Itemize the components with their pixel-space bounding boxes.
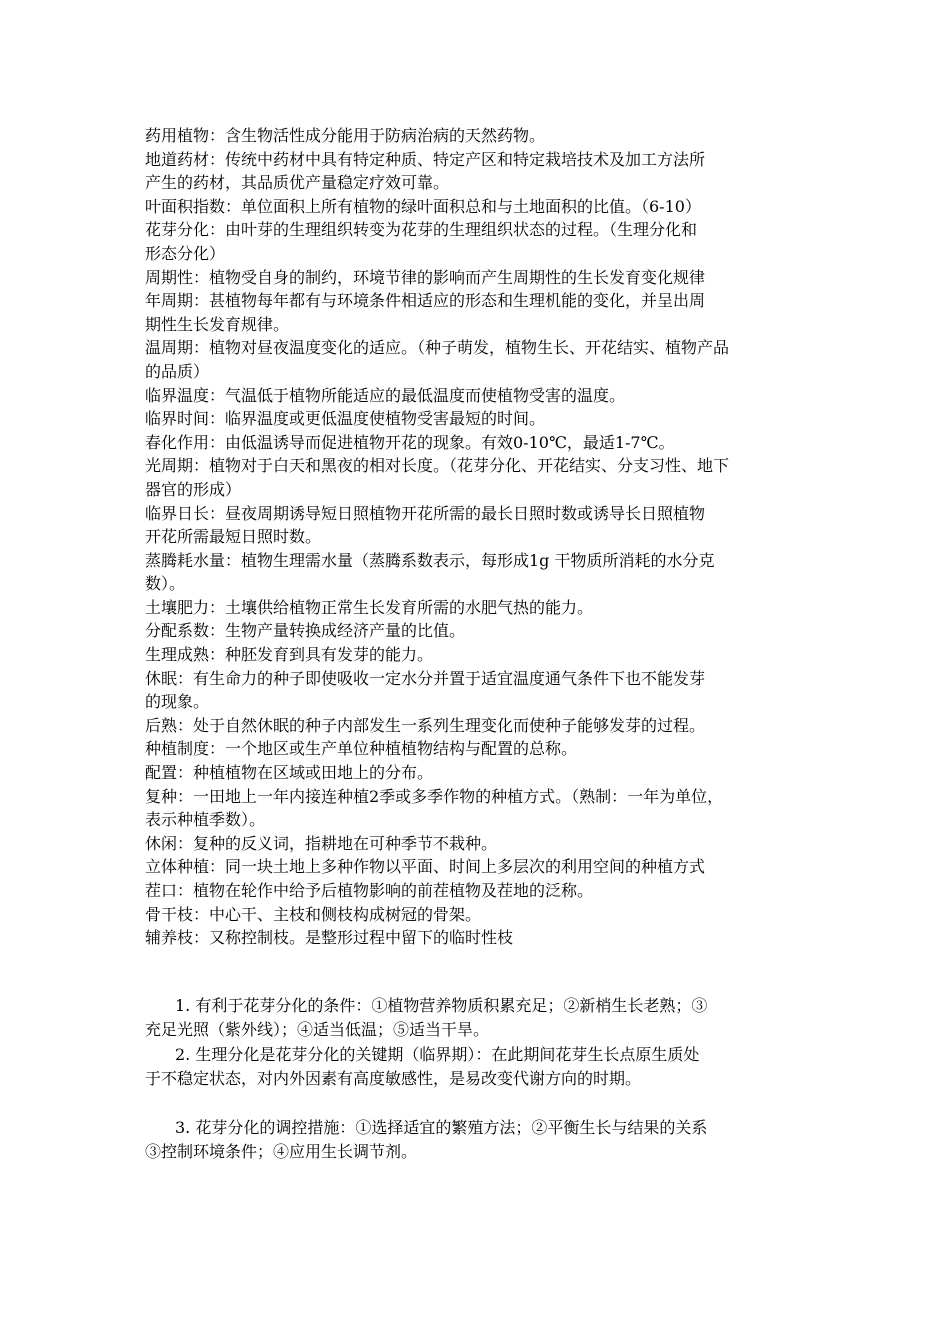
note-line: 2. 生理分化是花芽分化的关键期（临界期）：在此期间花芽生长点原生质处: [175, 1044, 700, 1064]
notes-section: [145, 994, 815, 1165]
definition-line: 产生的药材，其品质优产量稳定疗效可靠。: [145, 173, 450, 193]
definition-line: 周期性：植物受自身的制约，环境节律的影响而产生周期性的生长发育变化规律: [145, 267, 706, 287]
definition-line: 花芽分化：由叶芽的生理组织转变为花芽的生理组织状态的过程。（生理分化和: [145, 220, 698, 240]
note-item-3: [145, 1116, 815, 1165]
definition-line: 辅养枝：又称控制枝。是整形过程中留下的临时性枝: [145, 928, 514, 948]
note-line: 充足光照（紫外线）；④适当低温；⑤适当干旱。: [145, 1020, 490, 1040]
definition-line: 休闲：复种的反义词，指耕地在可种季节不栽种。: [145, 833, 498, 853]
definition-line: 种植制度：一个地区或生产单位种植植物结构与配置的总称。: [145, 739, 578, 759]
definition-line: 叶面积指数：单位面积上所有植物的绿叶面积总和与土地面积的比值。（6-10）: [145, 196, 701, 216]
definition-line: 配置：种植植物在区域或田地上的分布。: [145, 763, 434, 783]
definition-line: 临界日长：昼夜周期诱导短日照植物开花所需的最长日照时数或诱导长日照植物: [145, 503, 706, 523]
definition-line: 休眠：有生命力的种子即使吸收一定水分并置于适宜温度通气条件下也不能发芽: [145, 668, 706, 688]
note-item-1: [145, 994, 815, 1043]
definition-line: 骨干枝：中心干、主枝和侧枝构成树冠的骨架。: [145, 904, 482, 924]
definition-line: 开花所需最短日照时数。: [145, 527, 322, 547]
definition-line: 生理成熟：种胚发育到具有发芽的能力。: [145, 645, 434, 665]
definition-line: 立体种植：同一块土地上多种作物以平面、时间上多层次的利用空间的种植方式: [145, 857, 706, 877]
definition-line: 器官的形成）: [145, 479, 242, 499]
note-line: 于不稳定状态，对内外因素有高度敏感性，是易改变代谢方向的时期。: [145, 1069, 642, 1089]
definition-line: 春化作用：由低温诱导而促进植物开花的现象。有效0-10℃，最适1-7℃。: [145, 432, 675, 452]
definition-line: 形态分化）: [145, 243, 226, 263]
definition-line: 表示种植季数）。: [145, 810, 266, 830]
definition-line: 后熟：处于自然休眠的种子内部发生一系列生理变化而使种子能够发芽的过程。: [145, 715, 706, 735]
note-line: 3. 花芽分化的调控措施：①选择适宜的繁殖方法；②平衡生长与结果的关系: [175, 1117, 708, 1137]
definition-line: 分配系数：生物产量转换成经济产量的比值。: [145, 621, 466, 641]
definition-line: 温周期：植物对昼夜温度变化的适应。（种子萌发，植物生长、开花结实、植物产品: [145, 338, 730, 358]
definition-line: 土壤肥力：土壤供给植物正常生长发育所需的水肥气热的能力。: [145, 597, 594, 617]
definition-line: 的现象。: [145, 692, 210, 712]
paragraph-gap: [145, 1092, 815, 1116]
definition-line: 药用植物：含生物活性成分能用于防病治病的天然药物。: [145, 126, 546, 145]
note-line: ③控制环境条件；④应用生长调节剂。: [145, 1142, 418, 1162]
definition-line: 复种：一田地上一年内接连种植2季或多季作物的种植方式。（熟制：一年为单位，: [145, 786, 724, 806]
note-item-2: [145, 1043, 815, 1092]
definition-line: 年周期：甚植物每年都有与环境条件相适应的形态和生理机能的变化，并呈出周: [145, 291, 706, 311]
definition-line: 期性生长发育规律。: [145, 314, 290, 334]
definition-line: 茬口：植物在轮作中给予后植物影响的前茬植物及茬地的泛称。: [145, 881, 594, 900]
definition-line: 的品质）: [145, 361, 210, 381]
definition-line: 数）。: [145, 574, 186, 594]
note-line: 1. 有利于花芽分化的条件：①植物营养物质积累充足；②新梢生长老熟；③: [175, 995, 708, 1015]
definition-line: 地道药材：传统中药材中具有特定种质、特定产区和特定栽培技术及加工方法所: [145, 149, 706, 169]
definition-line: 临界温度：气温低于植物所能适应的最低温度而使植物受害的温度。: [145, 385, 626, 405]
definition-line: 临界时间：临界温度或更低温度使植物受害最短的时间。: [145, 409, 546, 429]
definition-line: 光周期：植物对于白天和黑夜的相对长度。（花芽分化、开花结实、分支习性、地下: [145, 456, 730, 476]
definition-line: 蒸腾耗水量：植物生理需水量（蒸腾系数表示，每形成1g 干物质所消耗的水分克: [145, 550, 715, 570]
document-page: [145, 124, 815, 1165]
definitions-list: [145, 124, 815, 950]
